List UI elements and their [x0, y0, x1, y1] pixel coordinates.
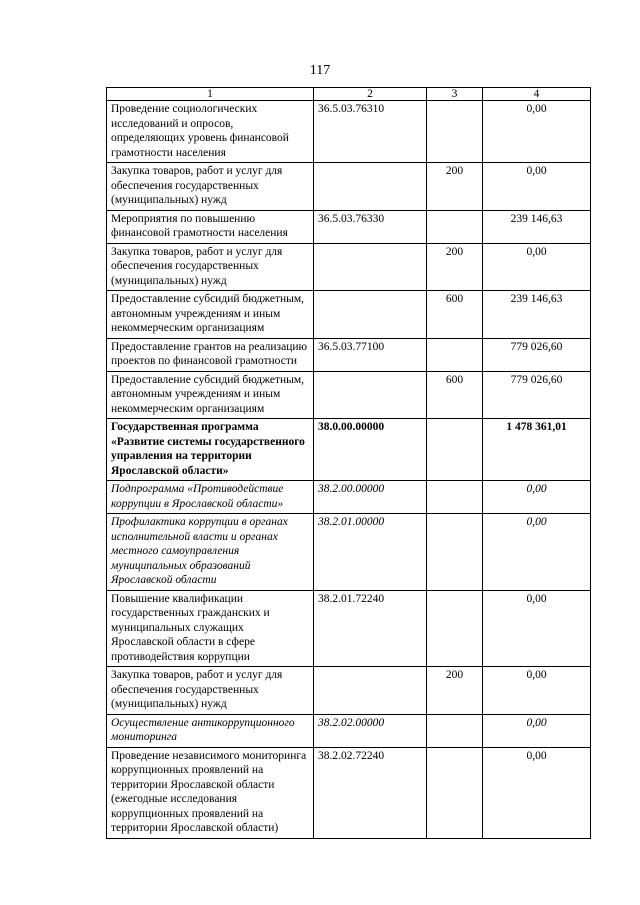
header-row [107, 88, 591, 101]
row-name-cell: Закупка товаров, работ и услуг для обеспечения государственных (муниципальных) нужд [107, 667, 314, 715]
row-amount-cell: 0,00 [483, 747, 591, 838]
table-row [107, 481, 591, 514]
row-amount-cell: 0,00 [483, 101, 591, 163]
row-code-cell: 36.5.03.77100 [314, 338, 427, 371]
row-name-cell: Предоставление субсидий бюджетным, автономным учреждениям и иным некоммерческим организациям [107, 291, 314, 339]
row-type-cell [427, 590, 483, 667]
table-row [107, 371, 591, 419]
row-type-cell [427, 747, 483, 838]
table-header [107, 88, 591, 101]
row-amount-cell: 0,00 [483, 667, 591, 715]
row-code-cell [314, 371, 427, 419]
table-row [107, 101, 591, 163]
row-code-cell: 38.2.00.00000 [314, 481, 427, 514]
row-code-cell [314, 163, 427, 211]
row-code-cell [314, 243, 427, 291]
row-name-cell: Проведение социологических исследований и опросов, определяющих уровень финансовой грамотности населения [107, 101, 314, 163]
table-row [107, 243, 591, 291]
row-name-cell: Государственная программа «Развитие системы государственного управления на территории Ярославской области» [107, 419, 314, 481]
row-code-cell [314, 291, 427, 339]
row-type-cell [427, 338, 483, 371]
row-amount-cell: 239 146,63 [483, 210, 591, 243]
row-name-cell: Профилактика коррупции в органах исполнительной власти и органах местного самоуправления муниципальных образований Ярославской области [107, 514, 314, 591]
row-amount-cell: 779 026,60 [483, 338, 591, 371]
row-code-cell: 36.5.03.76330 [314, 210, 427, 243]
row-name-cell: Осуществление антикоррупционного мониторинга [107, 714, 314, 747]
row-type-cell: 200 [427, 163, 483, 211]
row-amount-cell: 0,00 [483, 590, 591, 667]
row-type-cell [427, 714, 483, 747]
row-name-cell: Повышение квалификации государственных гражданских и муниципальных служащих Ярославской области в сфере противодействия коррупции [107, 590, 314, 667]
row-name-cell: Мероприятия по повышению финансовой грамотности населения [107, 210, 314, 243]
row-code-cell [314, 667, 427, 715]
row-amount-cell: 0,00 [483, 481, 591, 514]
row-amount-cell: 779 026,60 [483, 371, 591, 419]
row-type-cell [427, 210, 483, 243]
row-amount-cell: 239 146,63 [483, 291, 591, 339]
row-type-cell [427, 419, 483, 481]
table-row [107, 210, 591, 243]
row-type-cell: 600 [427, 371, 483, 419]
row-type-cell [427, 481, 483, 514]
table-row [107, 163, 591, 211]
row-name-cell: Проведение независимого мониторинга коррупционных проявлений на территории Ярославской области (ежегодные исследования коррупционных проявлений на территории Ярославской области) [107, 747, 314, 838]
row-amount-cell: 0,00 [483, 243, 591, 291]
row-code-cell: 38.2.02.72240 [314, 747, 427, 838]
table-body [107, 101, 591, 839]
table-row [107, 714, 591, 747]
row-code-cell: 38.2.01.00000 [314, 514, 427, 591]
row-type-cell [427, 514, 483, 591]
header-col-1: 1 [107, 88, 314, 101]
row-name-cell: Предоставление грантов на реализацию проектов по финансовой грамотности [107, 338, 314, 371]
header-col-3: 3 [427, 88, 483, 101]
row-code-cell: 38.0.00.00000 [314, 419, 427, 481]
row-type-cell: 600 [427, 291, 483, 339]
row-amount-cell: 0,00 [483, 514, 591, 591]
row-type-cell: 200 [427, 243, 483, 291]
row-type-cell: 200 [427, 667, 483, 715]
row-amount-cell: 0,00 [483, 714, 591, 747]
table-row [107, 590, 591, 667]
table-row [107, 747, 591, 838]
header-col-2: 2 [314, 88, 427, 101]
table-row [107, 419, 591, 481]
row-type-cell [427, 101, 483, 163]
header-col-4: 4 [483, 88, 591, 101]
row-code-cell: 38.2.02.00000 [314, 714, 427, 747]
row-name-cell: Закупка товаров, работ и услуг для обеспечения государственных (муниципальных) нужд [107, 163, 314, 211]
row-amount-cell: 0,00 [483, 163, 591, 211]
row-name-cell: Подпрограмма «Противодействие коррупции в Ярославской области» [107, 481, 314, 514]
table-row [107, 338, 591, 371]
row-code-cell: 38.2.01.72240 [314, 590, 427, 667]
table-row [107, 667, 591, 715]
row-code-cell: 36.5.03.76310 [314, 101, 427, 163]
row-name-cell: Закупка товаров, работ и услуг для обеспечения государственных (муниципальных) нужд [107, 243, 314, 291]
page-number: 117 [309, 63, 331, 78]
row-name-cell: Предоставление субсидий бюджетным, автономным учреждениям и иным некоммерческим организациям [107, 371, 314, 419]
row-amount-cell: 1 478 361,01 [483, 419, 591, 481]
table-row [107, 514, 591, 591]
budget-table [106, 87, 591, 839]
table-row [107, 291, 591, 339]
